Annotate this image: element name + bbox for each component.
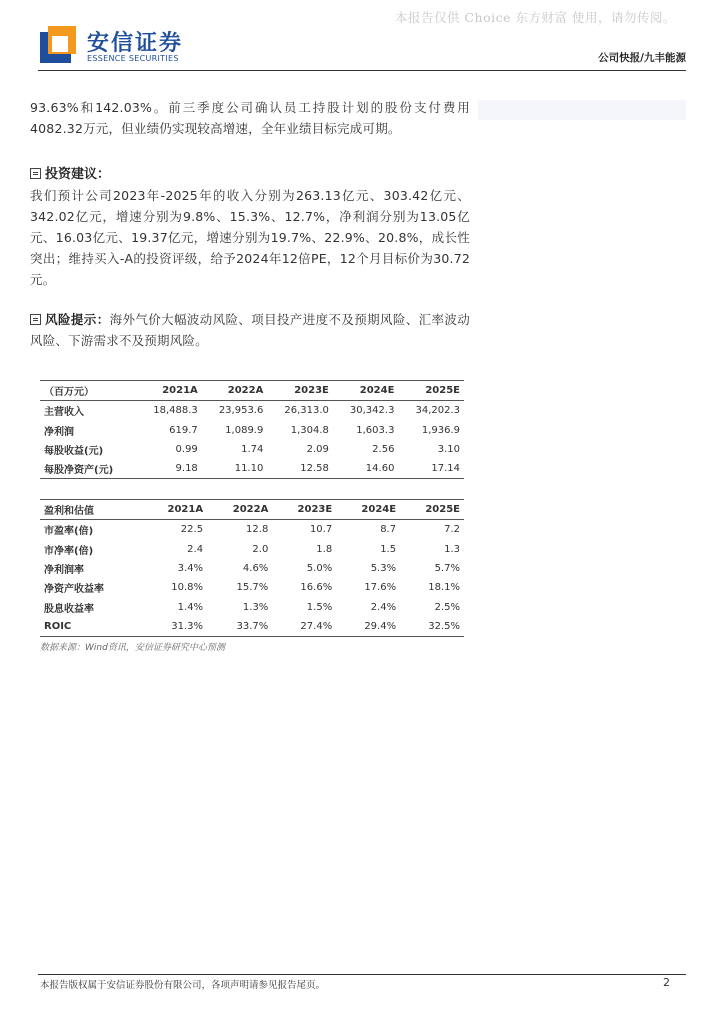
table-cell: 4.6%: [242, 563, 269, 575]
table-cell: 5.0%: [306, 563, 333, 575]
table-row: [40, 540, 464, 559]
valuation-table: [40, 499, 464, 637]
page-number: 2: [663, 976, 670, 989]
row-label: 净利润: [44, 426, 74, 438]
table-cell: 5.3%: [370, 563, 397, 575]
column-header: （百万元）: [40, 381, 136, 401]
table-cell: 10.8%: [171, 582, 204, 594]
column-header: 2022A: [207, 500, 272, 520]
table-cell: 17.14: [398, 459, 464, 479]
table-cell: 1.3%: [242, 601, 269, 613]
table-cell: 29.4%: [336, 617, 400, 637]
table-row: [40, 559, 464, 578]
column-header: 2023E: [272, 500, 336, 520]
table-cell: 33.7%: [207, 617, 272, 637]
table-cell: 2.5%: [434, 601, 460, 613]
row-label: 每股收益(元): [44, 446, 104, 458]
row-label: 市盈率(倍): [44, 526, 94, 538]
table-cell: 27.4%: [272, 617, 336, 637]
side-panel-box: [478, 100, 686, 120]
table-cell: 12.58: [267, 459, 333, 479]
table-cell: 5.7%: [434, 563, 460, 575]
financial-summary-table: [40, 380, 464, 479]
table-cell: 2.56: [372, 444, 395, 456]
table-row: [40, 440, 464, 459]
table-cell: 31.3%: [142, 617, 207, 637]
row-label: 每股净资产(元): [40, 459, 136, 479]
table-cell: 16.6%: [300, 582, 333, 594]
table-cell: 0.99: [175, 444, 198, 456]
table-row: [40, 597, 464, 616]
table-cell: 1,304.8: [290, 424, 329, 436]
table-cell: 1.4%: [177, 601, 204, 613]
company-logo: [40, 26, 190, 66]
column-header: 盈利和估值: [40, 500, 142, 520]
footer-divider: [38, 974, 686, 975]
row-label: 主营收入: [44, 407, 84, 419]
table-cell: 1.8: [316, 543, 333, 555]
table-row: [40, 520, 464, 540]
table-cell: 1.5: [380, 543, 397, 555]
table-cell: 1.3: [444, 543, 460, 555]
table-cell: 619.7: [169, 424, 198, 436]
data-source-note: 数据来源：Wind资讯，安信证券研究中心预测: [40, 643, 225, 653]
table-row: [40, 459, 464, 479]
table-cell: 11.10: [202, 459, 268, 479]
row-label: 净利润率: [44, 565, 84, 577]
column-header: 2022A: [202, 381, 268, 401]
table-cell: 22.5: [180, 524, 204, 536]
row-label: 净资产收益率: [44, 584, 104, 596]
logo-mark-icon: [40, 26, 78, 64]
risk-title: 风险提示：: [45, 312, 110, 327]
watermark: 本报告仅供 Choice 东方财富 使用，请勿传阅。: [395, 10, 676, 25]
table-cell: 30,342.3: [349, 405, 395, 417]
table-cell: 1.74: [241, 444, 264, 456]
table-cell: 2.09: [306, 444, 329, 456]
table-cell: 3.10: [437, 444, 460, 456]
investment-paragraph: 我们预计公司2023年-2025年的收入分别为263.13亿元、303.42亿元、342.02亿元，增速分别为9.8%、15.3%、12.7%，净利润分别为13.05亿元、16.03亿元、19.37亿元，增速分别为19.7%、22.9%、20.8%，成长性突出；维持买入-A的投资评级，给予2024年12倍PE，12个月目标价为30.72元。: [30, 188, 470, 287]
column-header: 2024E: [336, 500, 400, 520]
logo-text-en: ESSENCE SECURITIES: [87, 54, 179, 63]
table-cell: 2.0: [252, 543, 269, 555]
table-cell: 8.7: [380, 524, 397, 536]
section-bullet-icon: [30, 168, 41, 179]
table-cell: 1,603.3: [356, 424, 395, 436]
row-label: ROIC: [40, 617, 142, 637]
table-row: [40, 617, 464, 637]
table-cell: 2.4: [187, 543, 204, 555]
report-category: 公司快报/九丰能源: [598, 52, 686, 64]
table-row: [40, 401, 464, 421]
table-cell: 34,202.3: [415, 405, 460, 417]
table-cell: 12.8: [246, 524, 269, 536]
column-header: 2023E: [267, 381, 333, 401]
table-row: [40, 421, 464, 440]
header-divider: [38, 70, 686, 71]
column-header: 2025E: [398, 381, 464, 401]
column-header: 2021A: [142, 500, 207, 520]
table-cell: 3.4%: [177, 563, 204, 575]
risk-text: 海外气价大幅波动风险、项目投产进度不及预期风险、汇率波动风险、下游需求不及预期风险。: [30, 312, 470, 348]
footer-disclaimer: 本报告版权属于安信证券股份有限公司，各项声明请参见报告尾页。: [40, 980, 326, 991]
investment-heading: [30, 163, 110, 182]
risk-paragraph: [30, 309, 470, 351]
table-cell: 7.2: [444, 524, 460, 536]
logo-text-cn: 安信证券: [87, 31, 184, 56]
table-row: [40, 578, 464, 597]
table-cell: 1.5%: [306, 601, 333, 613]
table-cell: 23,953.6: [218, 405, 264, 417]
column-header: 2021A: [136, 381, 202, 401]
table-cell: 32.5%: [400, 617, 464, 637]
column-header: 2025E: [400, 500, 464, 520]
row-label: 市净率(倍): [44, 545, 94, 557]
table-cell: 2.4%: [370, 601, 397, 613]
column-header: 2024E: [333, 381, 399, 401]
row-label: 股息收益率: [44, 603, 94, 615]
table-cell: 18,488.3: [153, 405, 198, 417]
table-cell: 10.7: [309, 524, 333, 536]
table-cell: 17.6%: [364, 582, 397, 594]
section-bullet-icon: [30, 314, 41, 325]
table-cell: 26,313.0: [284, 405, 329, 417]
table-cell: 1,089.9: [225, 424, 264, 436]
table-cell: 9.18: [136, 459, 202, 479]
table-cell: 15.7%: [236, 582, 269, 594]
table-cell: 14.60: [333, 459, 399, 479]
investment-title: 投资建议：: [45, 167, 111, 182]
intro-paragraph: 93.63%和142.03%。前三季度公司确认员工持股计划的股份支付费用4082.32万元，但业绩仍实现较高增速，全年业绩目标完成可期。: [30, 100, 470, 136]
table-cell: 18.1%: [428, 582, 460, 594]
table-cell: 1,936.9: [421, 424, 460, 436]
